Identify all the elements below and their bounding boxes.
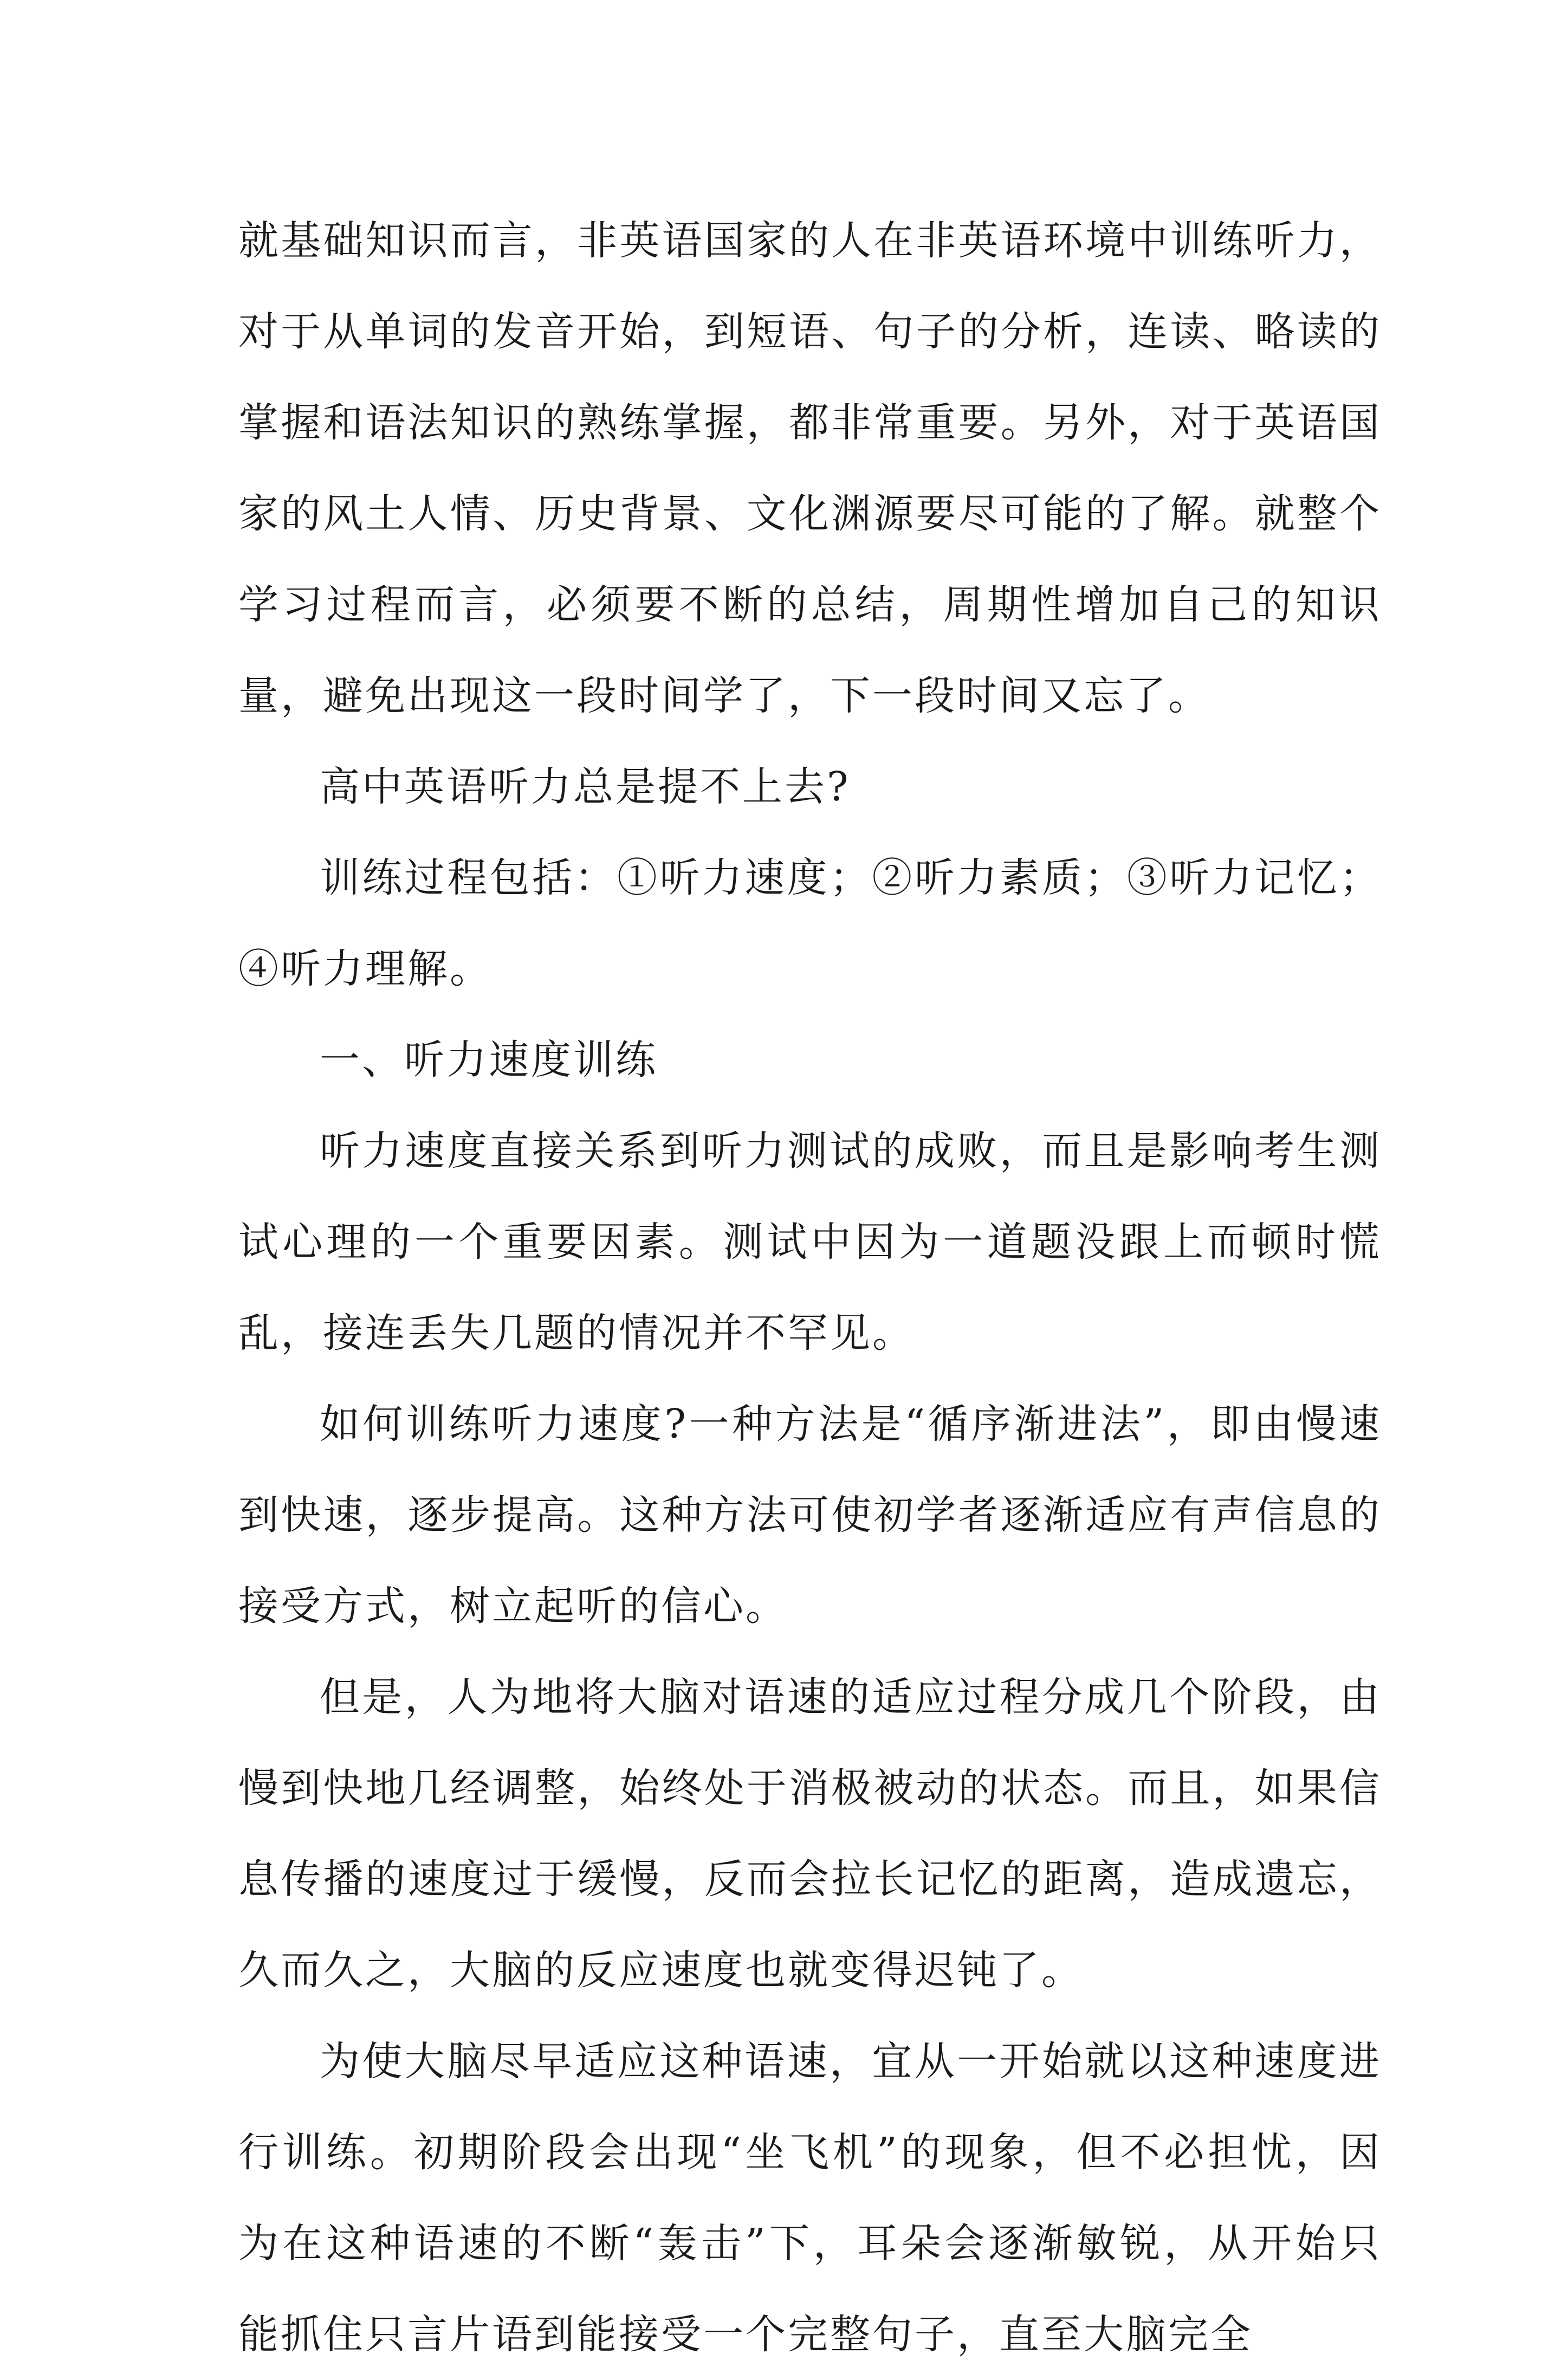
paragraph-basic-knowledge: 就基础知识而言，非英语国家的人在非英语环境中训练听力，对于从单词的发音开始，到短语、句子的分析，连读、略读的掌握和语法知识的熟练掌握，都非常重要。另外，对于英语国家的风土人情、历史背景、文化渊源要尽可能的了解。就整个学习过程而言，必须要不断的总结，周期性增加自己的知识量，避免出现这一段时间学了，下一段时间又忘了。	[238, 217, 1382, 719]
body-text	[238, 195, 1382, 2380]
paragraph-training-process: 训练过程包括：①听力速度；②听力素质；③听力记忆；④听力理解。	[238, 855, 1382, 992]
paragraph-drawback: 但是，人为地将大脑对语速的适应过程分成几个阶段，由慢到快地几经调整，始终处于消极被动的状态。而且，如果信息传播的速度过于缓慢，反而会拉长记忆的距离，造成遗忘，久而久之，大脑的反应速度也就变得迟钝了。	[238, 1674, 1382, 1994]
paragraph-adaptation: 为使大脑尽早适应这种语速，宜从一开始就以这种速度进行训练。初期阶段会出现“坐飞机”的现象，但不必担忧，因为在这种语速的不断“轰击”下，耳朵会逐渐敏锐，从开始只能抓住只言片语到能接受一个完整句子，直至大脑完全	[238, 2038, 1382, 2358]
paragraph-speed-importance: 听力速度直接关系到听力测试的成败，而且是影响考生测试心理的一个重要因素。测试中因为一道题没跟上而顿时慌乱，接连丢失几题的情况并不罕见。	[238, 1128, 1382, 1356]
section-heading-speed-training: 一、听力速度训练	[320, 1037, 658, 1083]
paragraph-question: 高中英语听力总是提不上去?	[320, 764, 851, 810]
paragraph-gradual-method: 如何训练听力速度?一种方法是“循序渐进法”，即由慢速到快速，逐步提高。这种方法可使初学者逐渐适应有声信息的接受方式，树立起听的信心。	[238, 1401, 1382, 1629]
